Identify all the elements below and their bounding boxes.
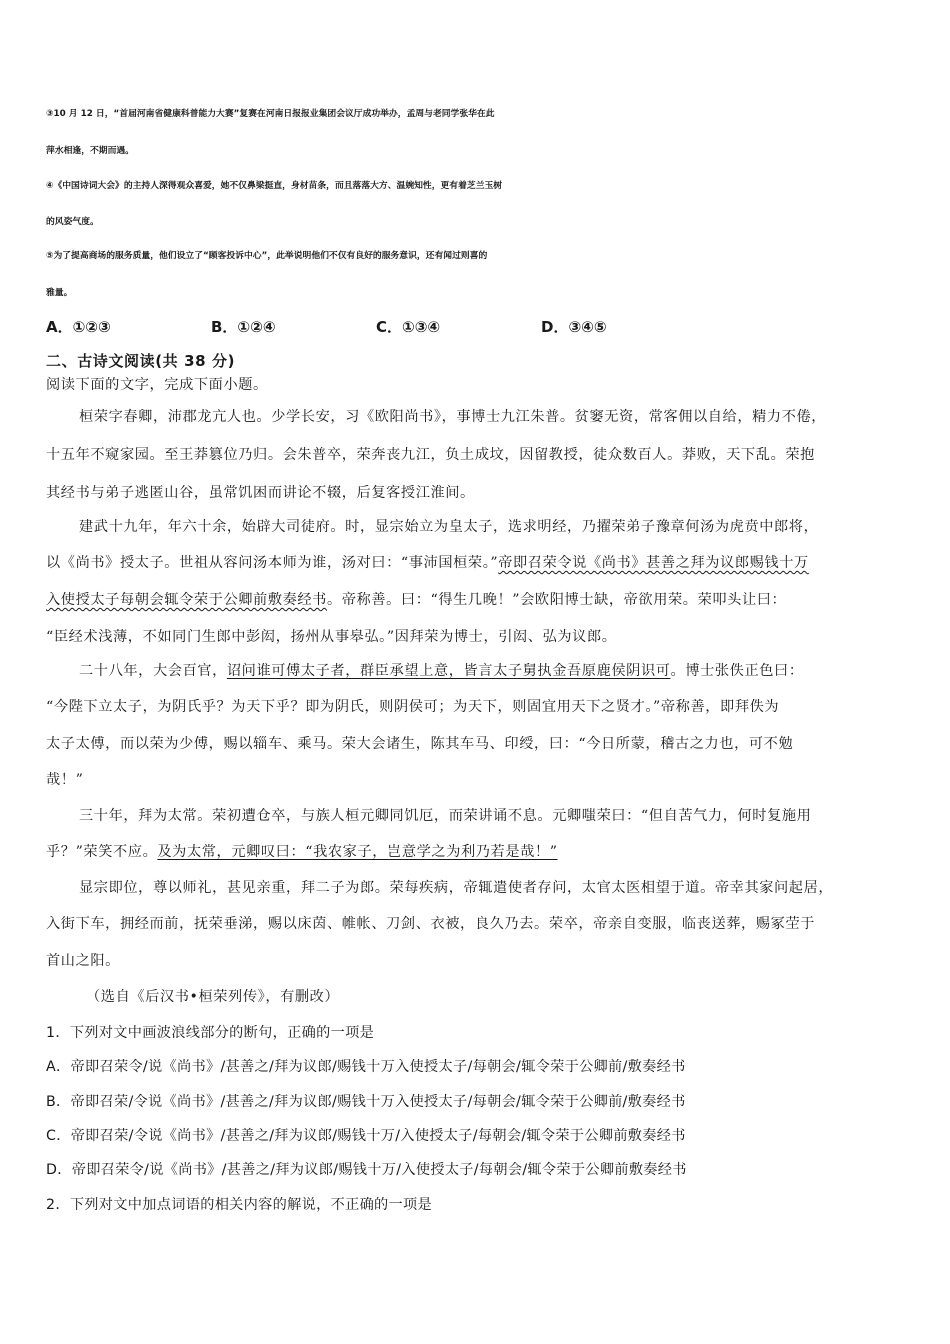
passage-p5-line1: 显宗即位，尊以师礼，甚见亲重，拜二子为郎。荣每疾病，帝辄遣使者存问，太官太医相望于道。帝幸其家问起居， <box>79 880 834 896</box>
question-1-option-c: C．帝即召荣/令说《尚书》/甚善之/拜为议郎/赐钱十万/入使授太子/每朝会/辄令荣于公卿前敷奏经书 <box>46 1128 686 1144</box>
passage-text: 。博士张佚正色曰： <box>670 663 804 679</box>
passage-p3-line2: “今陛下立太子，为阴氏乎？为天下乎？即为阴氏，则阴侯可；为天下，则固宜用天下之贤才。”帝称善，即拜佚为 <box>46 699 780 715</box>
wavy-underline-text: 入使授太子每朝会辄令荣于公卿前敷奏经书 <box>46 592 327 608</box>
passage-p3-line4: 哉！” <box>46 772 84 788</box>
question-1: 1．下列对文中画波浪线部分的断句，正确的一项是 <box>46 1025 375 1041</box>
underlined-text: 及为太常，元卿叹曰：“我农家子，岂意学之为利乃若是哉！” <box>157 844 558 860</box>
passage-p1-line1: 桓荣字春卿，沛郡龙亢人也。少学长安，习《欧阳尚书》，事博士九江朱普。贫窭无资，常客佣以自给，精力不倦， <box>79 409 827 425</box>
passage-p1-line3: 其经书与弟子逃匿山谷，虽常饥困而讲论不辍，后复客授江淮间。 <box>46 485 475 501</box>
question-2: 2．下列对文中加点词语的相关内容的解说，不正确的一项是 <box>46 1197 433 1213</box>
passage-p3-line3: 太子太傅，而以荣为少傅，赐以辎车、乘马。荣大会诸生，陈其车马、印绶，曰：“今日所蒙，稽古之力也，可不勉 <box>46 736 794 752</box>
passage-text: 二十八年，大会百官， <box>79 663 227 679</box>
passage-p2-line4: “臣经术浅薄，不如同门生郎中彭闳，扬州从事皋弘。”因拜荣为博士，引闳、弘为议郎。 <box>46 629 617 645</box>
item-4-line2: 的风姿气度。 <box>46 217 99 227</box>
wavy-underline-text: 帝即召荣令说《尚书》甚善之拜为议郎赐钱十万 <box>498 555 809 571</box>
item-5-line2: 雅量。 <box>46 288 73 298</box>
item-4-line1: ④《中国诗词大会》的主持人深得观众喜爱，她不仅鼻梁挺直，身材苗条，而且落落大方、温婉知性，更有着芝兰玉树 <box>46 181 503 191</box>
option-d: D．③④⑤ <box>541 318 607 336</box>
passage-p2-line1: 建武十九年，年六十余，始辟大司徒府。时，显宗始立为皇太子，选求明经，乃擢荣弟子豫章何汤为虎贲中郎将， <box>79 519 819 535</box>
passage-p2-line2 <box>46 553 809 573</box>
passage-source: （选自《后汉书•桓荣列传》，有删改） <box>86 989 340 1005</box>
question-1-option-b: B．帝即召荣/令说《尚书》/甚善之/拜为议郎/赐钱十万入使授太子/每朝会/辄令荣于公卿前/敷奏经书 <box>46 1094 686 1110</box>
passage-p4-line2 <box>46 842 558 862</box>
passage-text: 。帝称善。曰：“得生几晚！”会欧阳博士缺，帝欲用荣。荣叩头让曰： <box>326 592 787 608</box>
question-1-option-d: D．帝即召荣令/说《尚书》/甚善之/拜为议郎/赐钱十万/入使授太子/每朝会/辄令荣于公卿前敷奏经书 <box>46 1162 687 1178</box>
question-1-option-a: A．帝即召荣令/说《尚书》/甚善之/拜为议郎/赐钱十万入使授太子/每朝会/辄令荣于公卿前/敷奏经书 <box>46 1059 686 1075</box>
passage-p1-line2: 十五年不窥家园。至王莽篡位乃归。会朱普卒，荣奔丧九江，负土成坟，因留教授，徒众数百人。莽败，天下乱。荣抱 <box>46 447 815 463</box>
passage-p2-line3 <box>46 590 786 610</box>
passage-p3-line1 <box>79 661 804 681</box>
passage-text: 乎？”荣笑不应。 <box>46 844 158 860</box>
passage-p5-line3: 首山之阳。 <box>46 953 120 969</box>
option-c: C．①③④ <box>376 318 441 336</box>
section-title: 二、古诗文阅读(共 38 分) <box>46 352 236 370</box>
option-a: A．①②③ <box>46 318 111 336</box>
passage-p4-line1: 三十年，拜为太常。荣初遭仓卒，与族人桓元卿同饥厄，而荣讲诵不息。元卿嗤荣曰：“但自苦气力，何时复施用 <box>79 808 812 824</box>
passage-p5-line2: 入街下车，拥经而前，抚荣垂涕，赐以床茵、帷帐、刀剑、衣被，良久乃去。荣卒，帝亲自变服，临丧送葬，赐冢茔于 <box>46 916 815 932</box>
section-instruction: 阅读下面的文字，完成下面小题。 <box>46 377 268 393</box>
underlined-text: 诏问谁可傅太子者，群臣承望上意，皆言太子舅执金吾原鹿侯阴识可 <box>226 663 671 679</box>
option-b: B．①②④ <box>211 318 276 336</box>
item-3-line1: ③10 月 12 日，“首届河南省健康科普能力大赛”复赛在河南日报报业集团会议厅成功举办，孟周与老同学张华在此 <box>46 109 495 119</box>
item-5-line1: ⑤为了提高商场的服务质量，他们设立了“顾客投诉中心”，此举说明他们不仅有良好的服务意识，还有闻过则喜的 <box>46 251 488 261</box>
passage-text: 以《尚书》授太子。世祖从容问汤本师为谁，汤对曰：“事沛国桓荣。” <box>46 555 499 571</box>
item-3-line2: 萍水相逢，不期而遇。 <box>46 146 134 156</box>
